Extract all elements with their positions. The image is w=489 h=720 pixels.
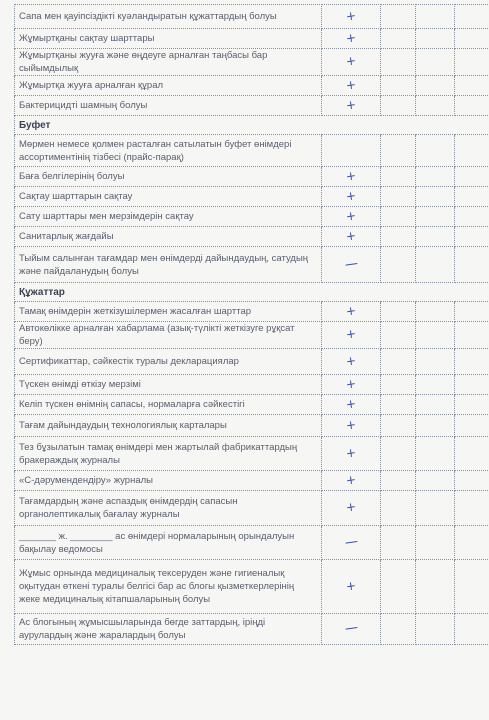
- handwritten-plus-mark: +: [344, 326, 357, 342]
- empty-column-cell: [416, 437, 455, 471]
- checklist-item-text: Тамақ өнімдерін жеткізушілермен жасалған шарттар: [15, 302, 322, 322]
- checklist-row: [15, 491, 489, 526]
- checklist-body: [15, 5, 489, 645]
- compliance-mark-cell: [322, 227, 381, 247]
- compliance-mark-cell: [322, 415, 381, 437]
- checklist-row: [15, 614, 489, 645]
- checklist-item-text: Автокөлікке арналған хабарлама (азық-түлікті жеткізуге рұқсат беру): [15, 322, 322, 349]
- checklist-item-text: Жұмыртқа жууға арналған құрал: [15, 76, 322, 96]
- empty-column-cell: [381, 49, 416, 76]
- empty-column-cell: [455, 322, 489, 349]
- checklist-row: [15, 349, 489, 375]
- checklist-row: [15, 76, 489, 96]
- checklist-row: [15, 135, 489, 167]
- checklist-row: [15, 395, 489, 415]
- checklist-row: [15, 526, 489, 560]
- checklist-row: [15, 471, 489, 491]
- checklist-item-text: Ас блогының жұмысшыларында бөгде заттардың, іріңді аурулардың және жаралардың болуы: [15, 614, 322, 645]
- checklist-item-text: «С-дәрумендендіру» журналы: [15, 471, 322, 491]
- empty-column-cell: [416, 167, 455, 187]
- empty-column-cell: [381, 395, 416, 415]
- checklist-row: [15, 437, 489, 471]
- empty-column-cell: [416, 207, 455, 227]
- section-title: Буфет: [15, 116, 489, 135]
- checklist-row: [15, 29, 489, 49]
- empty-column-cell: [381, 187, 416, 207]
- empty-column-cell: [416, 415, 455, 437]
- section-header-row: [15, 116, 489, 135]
- compliance-mark-cell: [322, 187, 381, 207]
- empty-column-cell: [455, 227, 489, 247]
- empty-column-cell: [381, 302, 416, 322]
- handwritten-plus-mark: +: [344, 375, 357, 392]
- handwritten-plus-mark: +: [344, 53, 357, 69]
- checklist-item-text: Жұмыс орнында медициналық тексеруден және гигиеналық оқытудан өткені туралы белгісі бар ас блогы қызметкерлерінің жеке медициналық кітапшаларының болуы: [15, 560, 322, 614]
- inspection-checklist-table: [14, 4, 489, 645]
- compliance-mark-cell: [322, 49, 381, 76]
- empty-column-cell: [455, 415, 489, 437]
- empty-column-cell: [416, 395, 455, 415]
- compliance-mark-cell: [322, 491, 381, 526]
- empty-column-cell: [381, 322, 416, 349]
- empty-column-cell: [416, 349, 455, 375]
- checklist-row: [15, 227, 489, 247]
- empty-column-cell: [416, 491, 455, 526]
- empty-column-cell: [381, 5, 416, 29]
- empty-column-cell: [381, 375, 416, 395]
- handwritten-plus-mark: +: [344, 187, 357, 204]
- checklist-row: [15, 322, 489, 349]
- handwritten-dash-mark: —: [344, 620, 358, 637]
- handwritten-plus-mark: +: [344, 7, 357, 24]
- empty-column-cell: [455, 375, 489, 395]
- checklist-item-text: Санитарлық жағдайы: [15, 227, 322, 247]
- checklist-item-text: Сертификаттар, сәйкестік туралы декларациялар: [15, 349, 322, 375]
- empty-column-cell: [455, 395, 489, 415]
- empty-column-cell: [416, 187, 455, 207]
- handwritten-plus-mark: +: [344, 29, 357, 46]
- compliance-mark-cell: [322, 167, 381, 187]
- empty-column-cell: [455, 302, 489, 322]
- empty-column-cell: [416, 49, 455, 76]
- handwritten-plus-mark: +: [344, 577, 357, 594]
- empty-column-cell: [381, 135, 416, 167]
- compliance-mark-cell: [322, 302, 381, 322]
- empty-column-cell: [416, 614, 455, 645]
- empty-column-cell: [416, 5, 455, 29]
- compliance-mark-cell: [322, 614, 381, 645]
- handwritten-dash-mark: —: [344, 255, 358, 273]
- checklist-row: [15, 375, 489, 395]
- handwritten-plus-mark: +: [344, 352, 357, 369]
- empty-column-cell: [416, 135, 455, 167]
- checklist-row: [15, 207, 489, 227]
- handwritten-plus-mark: +: [344, 207, 357, 224]
- handwritten-plus-mark: +: [344, 227, 357, 244]
- compliance-mark-cell: [322, 247, 381, 283]
- compliance-mark-cell: [322, 76, 381, 96]
- empty-column-cell: [381, 437, 416, 471]
- empty-column-cell: [416, 76, 455, 96]
- checklist-row: [15, 49, 489, 76]
- checklist-row: [15, 247, 489, 283]
- checklist-item-text: Тағам дайындаудың технологиялық карталары: [15, 415, 322, 437]
- checklist-item-text: Келіп түскен өнімнің сапасы, нормаларға сәйкестігі: [15, 395, 322, 415]
- checklist-item-text: Тағамдардың және аспаздық өнімдердің сапасын органолептикалық бағалау журналы: [15, 491, 322, 526]
- checklist-item-text: Сату шарттары мен мерзімдерін сақтау: [15, 207, 322, 227]
- checklist-row: [15, 167, 489, 187]
- empty-column-cell: [455, 76, 489, 96]
- checklist-item-text: Бактерицидті шамның болуы: [15, 96, 322, 116]
- empty-column-cell: [381, 96, 416, 116]
- checklist-row: [15, 187, 489, 207]
- empty-column-cell: [455, 5, 489, 29]
- empty-column-cell: [416, 29, 455, 49]
- handwritten-plus-mark: +: [344, 302, 357, 319]
- empty-column-cell: [416, 247, 455, 283]
- empty-column-cell: [455, 437, 489, 471]
- empty-column-cell: [455, 96, 489, 116]
- checklist-row: [15, 302, 489, 322]
- empty-column-cell: [455, 614, 489, 645]
- checklist-item-text: Сапа мен қауіпсіздікті куәландыратын құжаттардың болуы: [15, 5, 322, 29]
- empty-column-cell: [381, 526, 416, 560]
- checklist-item-text: Сақтау шарттарын сақтау: [15, 187, 322, 207]
- empty-column-cell: [381, 247, 416, 283]
- checklist-item-text: Жұмыртқаны жууға және өңдеуге арналған таңбасы бар сыйымдылық: [15, 49, 322, 76]
- checklist-item-text: Тыйым салынған тағамдар мен өнімдерді дайындаудың, сатудың және пайдаланудың болуы: [15, 247, 322, 283]
- empty-column-cell: [455, 526, 489, 560]
- empty-column-cell: [381, 349, 416, 375]
- handwritten-dash-mark: —: [344, 533, 358, 551]
- empty-column-cell: [381, 29, 416, 49]
- compliance-mark-cell: [322, 5, 381, 29]
- compliance-mark-cell: [322, 395, 381, 415]
- checklist-item-text: Баға белгілерінің болуы: [15, 167, 322, 187]
- compliance-mark-cell: [322, 349, 381, 375]
- empty-column-cell: [416, 322, 455, 349]
- empty-column-cell: [455, 135, 489, 167]
- handwritten-plus-mark: +: [344, 471, 357, 488]
- compliance-mark-cell: [322, 375, 381, 395]
- empty-column-cell: [381, 76, 416, 96]
- empty-column-cell: [416, 302, 455, 322]
- compliance-mark-cell: [322, 135, 381, 167]
- section-title: Құжаттар: [15, 283, 489, 302]
- empty-column-cell: [381, 207, 416, 227]
- compliance-mark-cell: [322, 207, 381, 227]
- empty-column-cell: [381, 471, 416, 491]
- checklist-row: [15, 5, 489, 29]
- empty-column-cell: [455, 349, 489, 375]
- compliance-mark-cell: [322, 29, 381, 49]
- empty-column-cell: [416, 375, 455, 395]
- empty-column-cell: [455, 167, 489, 187]
- handwritten-plus-mark: +: [344, 395, 357, 412]
- empty-column-cell: [416, 471, 455, 491]
- checklist-item-text: _______ ж. ________ ас өнімдері нормаларының орындалуын бақылау ведомосы: [15, 526, 322, 560]
- empty-column-cell: [455, 491, 489, 526]
- checklist-item-text: Жұмыртқаны сақтау шарттары: [15, 29, 322, 49]
- compliance-mark-cell: [322, 322, 381, 349]
- empty-column-cell: [381, 614, 416, 645]
- compliance-mark-cell: [322, 471, 381, 491]
- empty-column-cell: [455, 49, 489, 76]
- empty-column-cell: [455, 471, 489, 491]
- checklist-item-text: Тез бұзылатын тамақ өнімдері мен жартылай фабрикаттардың бракераждық журналы: [15, 437, 322, 471]
- handwritten-plus-mark: +: [344, 499, 357, 515]
- handwritten-plus-mark: +: [344, 96, 357, 113]
- empty-column-cell: [416, 96, 455, 116]
- compliance-mark-cell: [322, 437, 381, 471]
- checklist-row: [15, 415, 489, 437]
- empty-column-cell: [455, 187, 489, 207]
- checklist-item-text: Мөрмен немесе қолмен расталған сатылатын буфет өнімдері ассортиментінің тізбесі (прайс-парақ): [15, 135, 322, 167]
- compliance-mark-cell: [322, 96, 381, 116]
- empty-column-cell: [455, 247, 489, 283]
- handwritten-plus-mark: +: [344, 416, 357, 433]
- empty-column-cell: [381, 167, 416, 187]
- compliance-mark-cell: [322, 560, 381, 614]
- empty-column-cell: [381, 227, 416, 247]
- empty-column-cell: [416, 227, 455, 247]
- compliance-mark-cell: [322, 526, 381, 560]
- handwritten-plus-mark: +: [344, 167, 357, 184]
- handwritten-plus-mark: +: [344, 76, 357, 93]
- empty-column-cell: [381, 560, 416, 614]
- empty-column-cell: [455, 207, 489, 227]
- empty-column-cell: [416, 560, 455, 614]
- empty-column-cell: [416, 526, 455, 560]
- checklist-row: [15, 560, 489, 614]
- empty-column-cell: [381, 491, 416, 526]
- empty-column-cell: [381, 415, 416, 437]
- section-header-row: [15, 283, 489, 302]
- checklist-row: [15, 96, 489, 116]
- handwritten-plus-mark: +: [344, 444, 357, 461]
- empty-column-cell: [455, 29, 489, 49]
- empty-column-cell: [455, 560, 489, 614]
- checklist-item-text: Түскен өнімді өткізу мерзімі: [15, 375, 322, 395]
